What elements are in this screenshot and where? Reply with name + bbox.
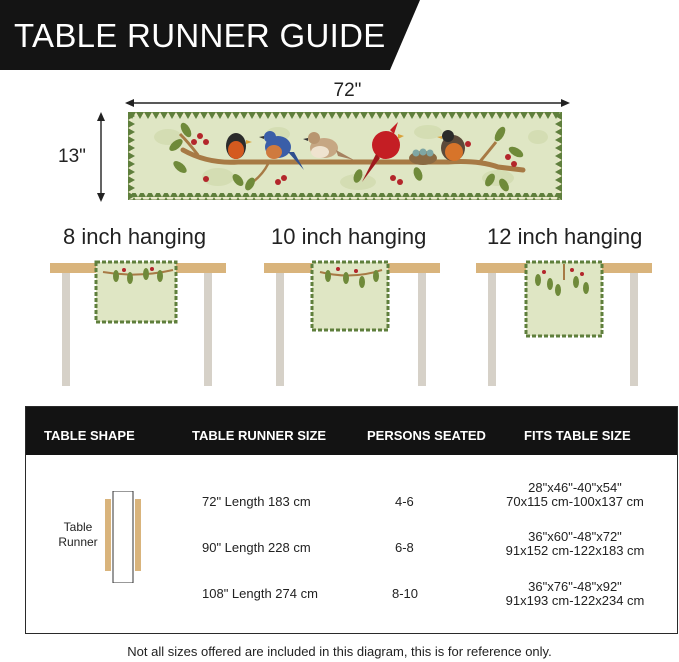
row2-size: 90" Length 228 cm — [202, 540, 311, 555]
header-fits-table-size: FITS TABLE SIZE — [524, 428, 631, 443]
hanging-diagram-10 — [262, 260, 442, 390]
length-label: 72" — [333, 80, 362, 101]
length-arrow — [125, 97, 570, 109]
row2-persons: 6-8 — [395, 540, 414, 555]
row3-size: 108" Length 274 cm — [202, 586, 318, 601]
size-table — [25, 406, 678, 634]
table-runner-shape-icon — [103, 491, 143, 583]
row2-fits: 36"x60"-48"x72" 91x152 cm-122x183 cm — [505, 529, 645, 558]
length-dimension — [125, 80, 570, 110]
table-runner-illustration — [128, 112, 562, 200]
table-shape-label: Table Runner — [58, 520, 98, 549]
row1-fits: 28"x46"-40"x54" 70x115 cm-100x137 cm — [506, 480, 644, 509]
width-arrow — [95, 112, 107, 202]
width-label: 13" — [58, 146, 86, 167]
header-runner-size: TABLE RUNNER SIZE — [192, 428, 327, 443]
bird-nest — [409, 149, 437, 166]
row3-fits: 36"x76"-48"x92" 91x193 cm-122x234 cm — [505, 579, 645, 608]
row1-size: 72" Length 183 cm — [202, 494, 311, 509]
footnote: Not all sizes offered are included in this diagram, this is for reference only. — [127, 644, 552, 659]
row3-persons: 8-10 — [392, 586, 419, 601]
hanging-label-10: 10 inch hanging — [271, 224, 427, 249]
page-title: TABLE RUNNER GUIDE — [14, 17, 386, 54]
hanging-label-12: 12 inch hanging — [487, 224, 643, 249]
size-table-header — [26, 407, 677, 455]
hanging-diagram-12 — [474, 260, 654, 390]
header-persons-seated: PERSONS SEATED — [367, 428, 486, 443]
row1-persons: 4-6 — [395, 494, 414, 509]
hanging-label-8: 8 inch hanging — [63, 224, 207, 249]
hanging-diagram-8 — [48, 260, 228, 390]
header-table-shape: TABLE SHAPE — [44, 428, 135, 443]
